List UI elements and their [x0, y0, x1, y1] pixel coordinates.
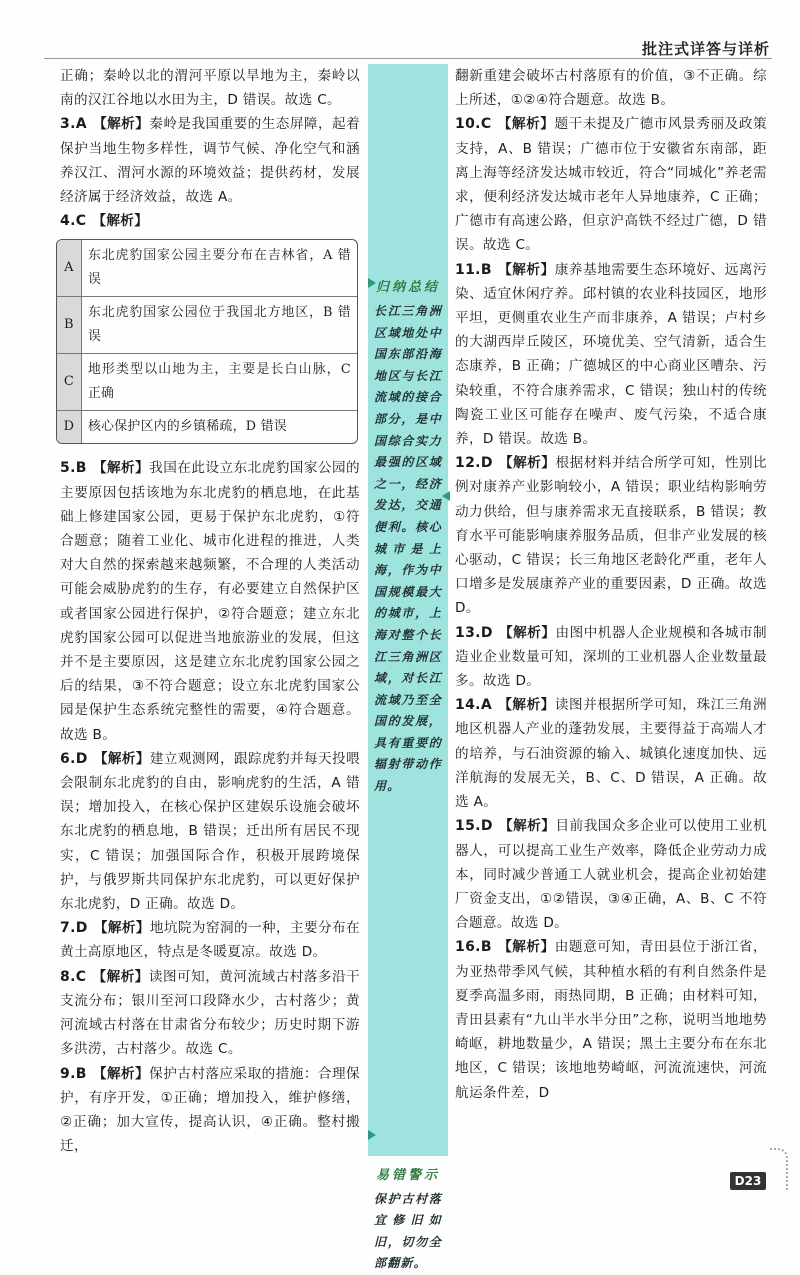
question-number: 16. [455, 939, 481, 956]
analysis-tag: 【解析】 [92, 213, 149, 230]
question-item [455, 814, 767, 935]
answer-letter: D [75, 750, 88, 767]
question-number: 8. [60, 968, 76, 985]
sidebar-spacer-top [368, 64, 448, 276]
question-item [455, 935, 767, 1104]
question-number: 5. [60, 460, 76, 477]
question-item [455, 693, 767, 814]
analysis-tag: 【解析】 [93, 920, 150, 937]
left-items-group-2 [60, 456, 360, 1158]
note-summary-title: 归纳总结 [375, 280, 440, 295]
analysis-text: 读图可知，黄河流域古村落多沿干支流分布；银川至河口段降水少，古村落少；黄河流域古村落在甘肃省分布较少；历史时期下游多洪涝，古村落少。故选 C。 [60, 968, 360, 1058]
analysis-tag: 【解析】 [497, 116, 555, 133]
analysis-text: 读图并根据所学可知，珠江三角洲地区机器人产业的蓬勃发展，主要得益于高端人才的培养，与石油资源的输入、城镇化速度加快、远洋航海的发展无关，B、C、D 错误，A 正确。故选 A。 [455, 697, 768, 811]
option-analysis: 地形类型以山地为主，主要是长白山脉，C 正确 [88, 362, 351, 402]
answer-letter: B [480, 261, 492, 278]
option-key: D [57, 411, 82, 443]
corner-decoration [770, 1148, 788, 1190]
answer-letter: B [75, 460, 87, 477]
question-item [60, 965, 360, 1062]
option-analysis: 东北虎豹国家公园主要分布在吉林省，A 错误 [88, 248, 351, 288]
answer-letter: C [480, 116, 492, 133]
sidebar-spacer-mid [368, 798, 448, 1164]
analysis-tag: 【解析】 [498, 818, 556, 835]
table-row [57, 240, 357, 296]
header-divider [44, 58, 772, 59]
analysis-tag: 【解析】 [92, 968, 149, 985]
page-number-badge: D23 [730, 1172, 766, 1190]
analysis-tag: 【解析】 [93, 750, 150, 767]
answer-letter: D [75, 920, 88, 937]
analysis-text: 建立观测网，跟踪虎豹并每天投喂会限制东北虎豹的自由，影响虎豹的生活，A 错误；增加投入，在核心保护区建娱乐设施会破坏东北虎豹的栖息地，B 错误；迁出所有居民不现实，C 错误；加强国际合作，积极开展跨境保护，与俄罗斯共同保护东北虎豹，可以更好保护东北虎豹，D 正确。故选 D。 [60, 750, 360, 913]
arrow-right-icon [368, 278, 376, 288]
question-number: 15. [455, 818, 481, 835]
arrow-right-icon-2 [368, 1130, 376, 1140]
question-item [455, 451, 767, 620]
annotation-sidebar [368, 64, 448, 1271]
analysis-text: 由题意可知，青田县位于浙江省，为亚热带季风气候，其种植水稻的有利自然条件是夏季高温多雨，雨热同期，B 正确；由材料可知，青田县素有“九山半水半分田”之称，说明当地地势崎岖，耕地数量少，A 错误；黑土主要分布在东北地区，C 错误；该地地势崎岖，河流流速快，河流航运条件差，D [455, 939, 767, 1101]
q2-continuation: 正确；秦岭以北的渭河平原以旱地为主，秦岭以南的汉江谷地以水田为主，D 错误。故选 C。 [60, 68, 360, 109]
question-item [60, 209, 360, 233]
question-number: 4. [60, 213, 76, 230]
analysis-text: 保护古村落应采取的措施：合理保护，有序开发，①正确；增加投入，维护修缮，②正确；加大宣传，提高认识，④正确。整村搬迁， [60, 1065, 360, 1155]
analysis-text: 地坑院为窑洞的一种，主要分布在黄土高原地区，特点是冬暖夏凉。故选 D。 [60, 920, 360, 961]
option-key: C [57, 354, 82, 410]
analysis-text: 由图中机器人企业规模和各城市制造业企业数量可知，深圳的工业机器人企业数量最多。故选 D。 [455, 624, 767, 690]
question-item [455, 621, 767, 694]
running-header: 批注式详答与详析 [641, 40, 770, 58]
answer-letter: C [75, 968, 87, 985]
question-number: 7. [60, 920, 76, 937]
analysis-tag: 【解析】 [92, 116, 150, 133]
question-number: 13. [455, 624, 481, 641]
analysis-tag: 【解析】 [498, 455, 556, 472]
note-summary-body: 长江三角洲区域地处中国东部沿海地区与长江流域的接合部分，是中国综合实力最强的区域之一，经济发达，交通便利。核心城市是上海，作为中国规模最大的城市，上海对整个长江三角洲区域，对长江流域乃至全国的发展，具有重要的辐射带动作用。 [374, 304, 442, 794]
table-row [57, 353, 357, 410]
note-warning-body: 保护古村落宜修旧如旧，切勿全部翻新。 [374, 1191, 442, 1271]
question-item [60, 112, 360, 209]
question-number: 10. [455, 116, 481, 133]
answer-letter: D [480, 455, 493, 472]
left-column [60, 64, 360, 1158]
answer-letter: A [75, 116, 87, 133]
question-number: 12. [455, 455, 481, 472]
option-analysis: 东北虎豹国家公园位于我国北方地区，B 错误 [88, 305, 351, 345]
analysis-text: 秦岭是我国重要的生态屏障，起着保护当地生物多样性，调节气候、净化空气和涵养汉江、渭河水源的环境效益；提供药材，发展经济属于经济效益，故选 A。 [60, 116, 361, 206]
question-number: 9. [60, 1065, 76, 1082]
right-column [455, 64, 767, 1105]
question-item [60, 747, 360, 916]
analysis-tag: 【解析】 [497, 939, 555, 956]
question-item [60, 1062, 360, 1159]
question-item [455, 258, 767, 452]
answer-letter: D [480, 624, 493, 641]
question-item [455, 112, 767, 257]
question-number: 3. [60, 116, 76, 133]
q9-continuation: 翻新重建会破坏古村落原有的价值，③不正确。综上所述，①②④符合题意。故选 B。 [455, 68, 767, 109]
option-analysis: 核心保护区内的乡镇稀疏，D 错误 [88, 419, 288, 435]
analysis-text: 康养基地需要生态环境好、远离污染、适宜休闲疗养。邱村镇的农业科技园区，地形平坦，更侧重农业生产而非康养，A 错误；卢村乡的大湖西岸丘陵区，环境优美、空气清新，适合生态康养，B 正确；广德城区的中心商业区嘈杂、污染较重，不符合康养需求，C 错误；独山村的传统陶瓷工业区可能存在噪声、废气污染，不适合康养，D 错误。故选 B。 [455, 261, 767, 448]
analysis-tag: 【解析】 [92, 1065, 150, 1082]
left-items-group-1 [60, 112, 360, 233]
question-number: 11. [455, 261, 481, 278]
answer-letter: C [75, 213, 87, 230]
analysis-tag: 【解析】 [498, 697, 555, 714]
table-row [57, 296, 357, 353]
analysis-tag: 【解析】 [92, 460, 150, 477]
option-key: A [57, 240, 82, 296]
analysis-text: 根据材料并结合所学可知，性别比例对康养产业影响较小，A 错误；职业结构影响劳动力供给，但与康养需求无直接联系，B 错误；教育水平可能影响康养服务品质，但非产业发展的核心驱动，C 错误；长三角地区老龄化严重，老年人口增多是发展康养产业的重要因素，D 正确。故选 D。 [455, 455, 767, 617]
analysis-text: 我国在此设立东北虎豹国家公园的主要原因包括该地为东北虎豹的栖息地，在此基础上修建国家公园，更易于保护东北虎豹，①符合题意；随着工业化、城市化进程的推进，人类对大自然的探索越来越频繁，不合理的人类活动可能会威胁虎豹的生存，有必要建立自然保护区或者国家公园进行保护，②符合题意；建立东北虎豹国家公园可以促进当地旅游业的发展，但这并不是主要原因，这是建立东北虎豹国家公园之后的结果，③不符合题意；设立东北虎豹国家公园是保护生态系统完整性的需要，④符合题意。故选 B。 [60, 460, 360, 743]
note-warning-title: 易错警示 [375, 1167, 440, 1183]
analysis-text: 题干未提及广德市风景秀丽及政策支持，A、B 错误；广德市位于安徽省东南部，距离上海等经济发达城市较近，符合“同城化”养老需求，便利经济发达城市老年人异地康养，C 正确；广德市有高速公路，但京沪高铁不经过广德，D 错误。故选 C。 [455, 116, 767, 254]
question-number: 6. [60, 750, 76, 767]
table-row [57, 410, 357, 443]
arrow-left-icon [442, 491, 450, 501]
answer-letter: B [480, 939, 492, 956]
question-item [60, 916, 360, 964]
answer-letter: D [480, 818, 493, 835]
option-analysis-table [56, 239, 358, 444]
analysis-text: 目前我国众多企业可以使用工业机器人，可以提高工业生产效率，降低企业劳动力成本，同时减少普通工人就业机会，提高企业初始建厂资金支出，①②错误，③④正确，A、B、C 不符合题意。故选 D。 [455, 818, 767, 932]
right-items-group [455, 112, 767, 1104]
analysis-tag: 【解析】 [498, 624, 556, 641]
question-number: 14. [455, 697, 481, 714]
analysis-tag: 【解析】 [497, 261, 555, 278]
answer-letter: A [480, 697, 493, 714]
option-key: B [57, 297, 82, 353]
answer-letter: B [75, 1065, 87, 1082]
question-item [60, 456, 360, 746]
